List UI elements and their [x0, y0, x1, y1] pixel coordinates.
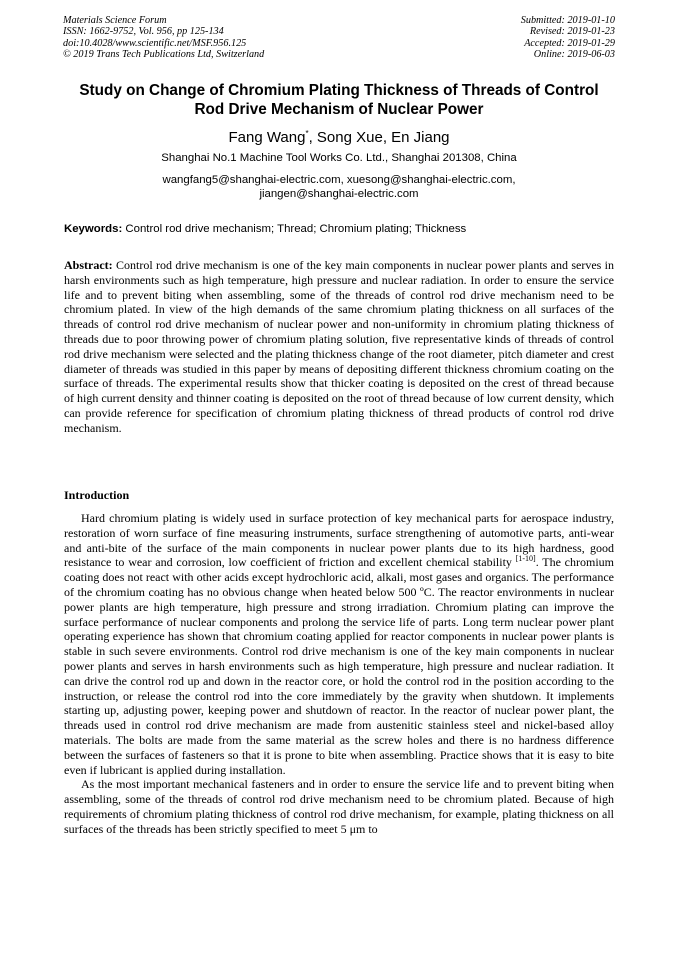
accepted-date: Accepted: 2019-01-29: [524, 37, 615, 49]
paper-title: [50, 81, 628, 119]
title-line-2: Rod Drive Mechanism of Nuclear Power: [194, 101, 484, 118]
intro-p1-text-b: . The chromium coating does not react with other acids except hydrochloric acid, alkali, most gases and organics. The performance of the chromium coating has no obvious change when heated below 500 ºC. The reactor environments in nuclear power plants are high temperature, high pressure and strong irradiation. Chromium plating can improve the surface performance of nuclear components and prolong the service life of parts. Long term nuclear power plant operating experience has shown that chromium coating applied for reactor components in nuclear power plants is stable in such severe environments. Control rod drive mechanism is one of the key main components in nuclear power plants and serves in harsh environments such as high temperature, high pressure and nuclear radiation. It can drive the control rod up and down in the reactor core, or hold the control rod in the position according to the instruction, or release the control rod into the core immediately by the gravity when shutdown. It implements starting up, adjusting power, keeping power and shutdown of reactor. In the reactor of nuclear power plant, the threads used in control rod drive mechanism are made from austenitic stainless steel and nickel-based alloy materials. The bolts are made from the same material as the screw holes and there is no hardness difference between the surfaces of fasteners so that it is prone to bite when assembling. Practice shows that it is easy to bite even if lubricant is applied during installation.: [64, 555, 615, 777]
journal-info: [63, 15, 264, 61]
affiliation: Shanghai No.1 Machine Tool Works Co. Ltd., Shanghai 201308, China: [161, 152, 517, 164]
doi-line: doi:10.4028/www.scientific.net/MSF.956.125: [63, 37, 247, 49]
title-line-1: Study on Change of Chromium Plating Thickness of Threads of Control: [79, 82, 599, 99]
intro-paragraph-1: [64, 511, 614, 777]
intro-p1-text-a: Hard chromium plating is widely used in surface protection of key mechanical parts for aerospace industry, restoration of worn surface of fine measuring instruments, surface strengthening of automotive parts, anti-wear and anti-bite of the surface of the main components in nuclear power plants due to its high hardness, good resistance to wear and corrosion, low coefficient of friction and excellent chemical stability: [64, 511, 614, 570]
email-line-2: jiangen@shanghai-electric.com: [259, 188, 419, 200]
citation-1-10: [1-10]: [515, 554, 536, 564]
revised-date: Revised: 2019-01-23: [529, 26, 615, 38]
introduction-body: [64, 511, 614, 837]
submission-dates: [521, 15, 615, 61]
abstract-text: Control rod drive mechanism is one of the key main components in nuclear power plants and serves in harsh environments such as high temperature, high pressure and nuclear radiation. In order to ensure the service life and to prevent biting when assembling, some of the threads of control rod drive mechanism need to be chromium plated. In view of the high demands of the same chromium plating thickness on all surfaces of the threads of control rod drive mechanism of nuclear power and non-uniformity in chromium plating thickness of threads due to poor throwing power of chromium plating solution, five representative kinds of threads of control rod drive mechanism were selected and the plating thickness change of the root diameter, pitch diameter and crest diameter of threads was studied in this paper by means of depositing different thickness chromium coating on the surface of threads. The experimental results show that thicker coating is deposited on the crest of thread because of high current density and thinner coating is deposited on the root of thread because of low current density, which can provide reference for specification of chromium plating thickness of thread products of control rod drive mechanism.: [64, 258, 614, 435]
keywords-label: Keywords:: [64, 223, 123, 235]
copyright-line: © 2019 Trans Tech Publications Ltd, Switzerland: [63, 49, 265, 61]
keywords: [64, 222, 466, 236]
author-list: [50, 125, 628, 147]
issn-line: ISSN: 1662-9752, Vol. 956, pp 125-134: [63, 26, 224, 38]
intro-paragraph-2: As the most important mechanical fasteners and in order to ensure the service life and to prevent biting when assembling, some of the threads of control rod drive mechanism need to be chromium plated. Because of high requirements of chromium plating thickness of control rod drive mechanism, for example, plating thickness on all surfaces of the threads has been strictly specified to meet 5 μm to: [64, 777, 614, 836]
author-emails: [100, 173, 578, 201]
first-author: Fang Wang: [228, 129, 306, 146]
online-date: Online: 2019-06-03: [533, 49, 615, 61]
journal-name: Materials Science Forum: [63, 15, 167, 26]
other-authors: , Song Xue, En Jiang: [308, 129, 450, 146]
corresponding-mark: *: [305, 129, 309, 138]
keywords-text: Control rod drive mechanism; Thread; Chromium plating; Thickness: [122, 223, 467, 235]
email-line-1: wangfang5@shanghai-electric.com, xuesong@shanghai-electric.com,: [162, 174, 516, 186]
abstract: [64, 258, 614, 436]
submitted-date: Submitted: 2019-01-10: [520, 15, 615, 26]
abstract-label: Abstract:: [64, 258, 113, 272]
section-heading-introduction: Introduction: [64, 488, 130, 502]
